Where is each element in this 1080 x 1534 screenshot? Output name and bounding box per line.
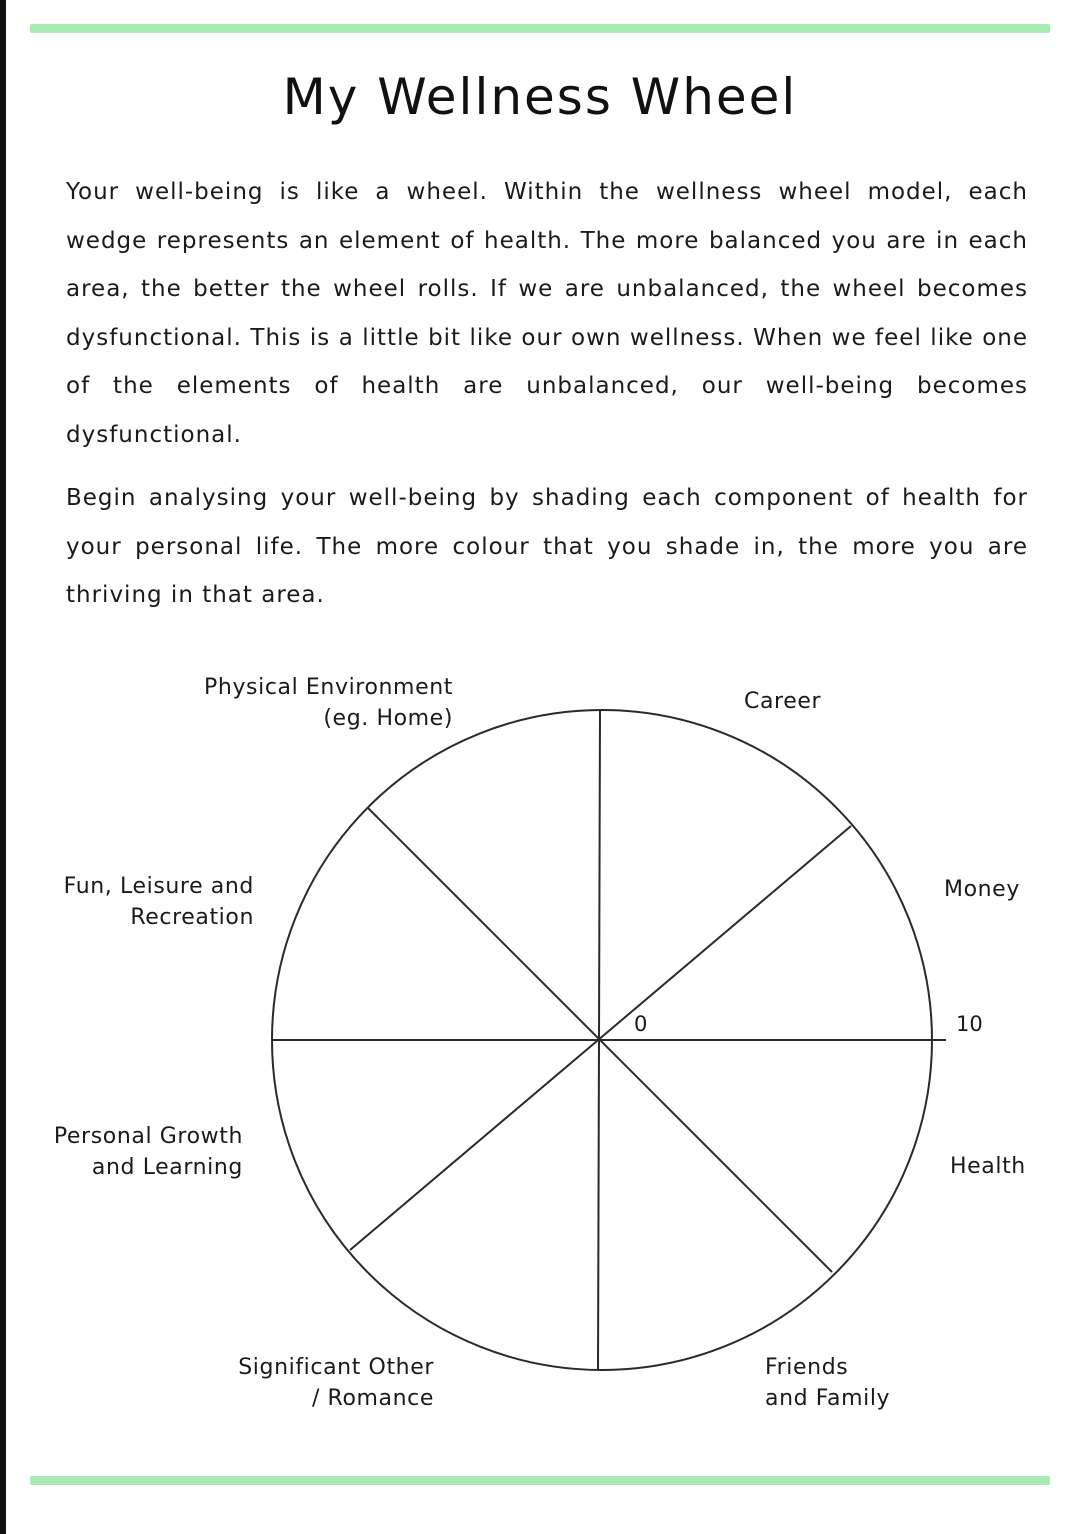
segment-label-line: / Romance [311, 1386, 434, 1411]
spoke-diagonal-ne-sw [350, 826, 851, 1250]
segment-label-line: and Family [765, 1386, 891, 1411]
segment-label-line: and Learning [91, 1155, 243, 1180]
segment-label-line: (eg. Home) [323, 706, 453, 731]
scale-max-label: 10 [956, 1012, 983, 1036]
instruction-paragraph: Begin analysing your well-being by shading each component of health for your personal life. The more colour that you shade in, the more you are thriving in that area. [66, 485, 1028, 608]
segment-label-money [944, 874, 1020, 905]
page-title: My Wellness Wheel [282, 68, 798, 126]
segment-label-line: Personal Growth [53, 1124, 243, 1149]
segment-label-line: Recreation [130, 905, 254, 930]
segment-label-health [950, 1151, 1026, 1182]
segment-label-line: Career [744, 689, 822, 714]
segment-label-line: Money [944, 877, 1020, 902]
segment-label-line: Friends [765, 1355, 849, 1380]
intro-paragraph: Your well-being is like a wheel. Within the wellness wheel model, each wedge represents an element of health. The more balanced you are in each area, the better the wheel rolls. If we are unbalanced, the wheel becomes dysfunctional. This is a little bit like our own wellness. When we feel like one of the elements of health are unbalanced, our well-being becomes dysfunctional. [66, 179, 1028, 448]
scale-min-label: 0 [634, 1012, 648, 1036]
segment-label-line: Health [950, 1154, 1026, 1179]
segment-label-physical-environment [204, 672, 453, 734]
segment-label-line: Physical Environment [204, 675, 453, 700]
segment-label-personal-growth [54, 1121, 243, 1183]
segment-label-career [744, 686, 821, 717]
segment-label-line: Fun, Leisure and [63, 874, 254, 899]
segment-label-line: Significant Other [238, 1355, 434, 1380]
segment-label-significant-other [238, 1352, 434, 1414]
segment-label-friends-family [765, 1352, 890, 1414]
bottom-accent-rule [30, 1476, 1050, 1485]
segment-label-fun-leisure [64, 871, 254, 933]
